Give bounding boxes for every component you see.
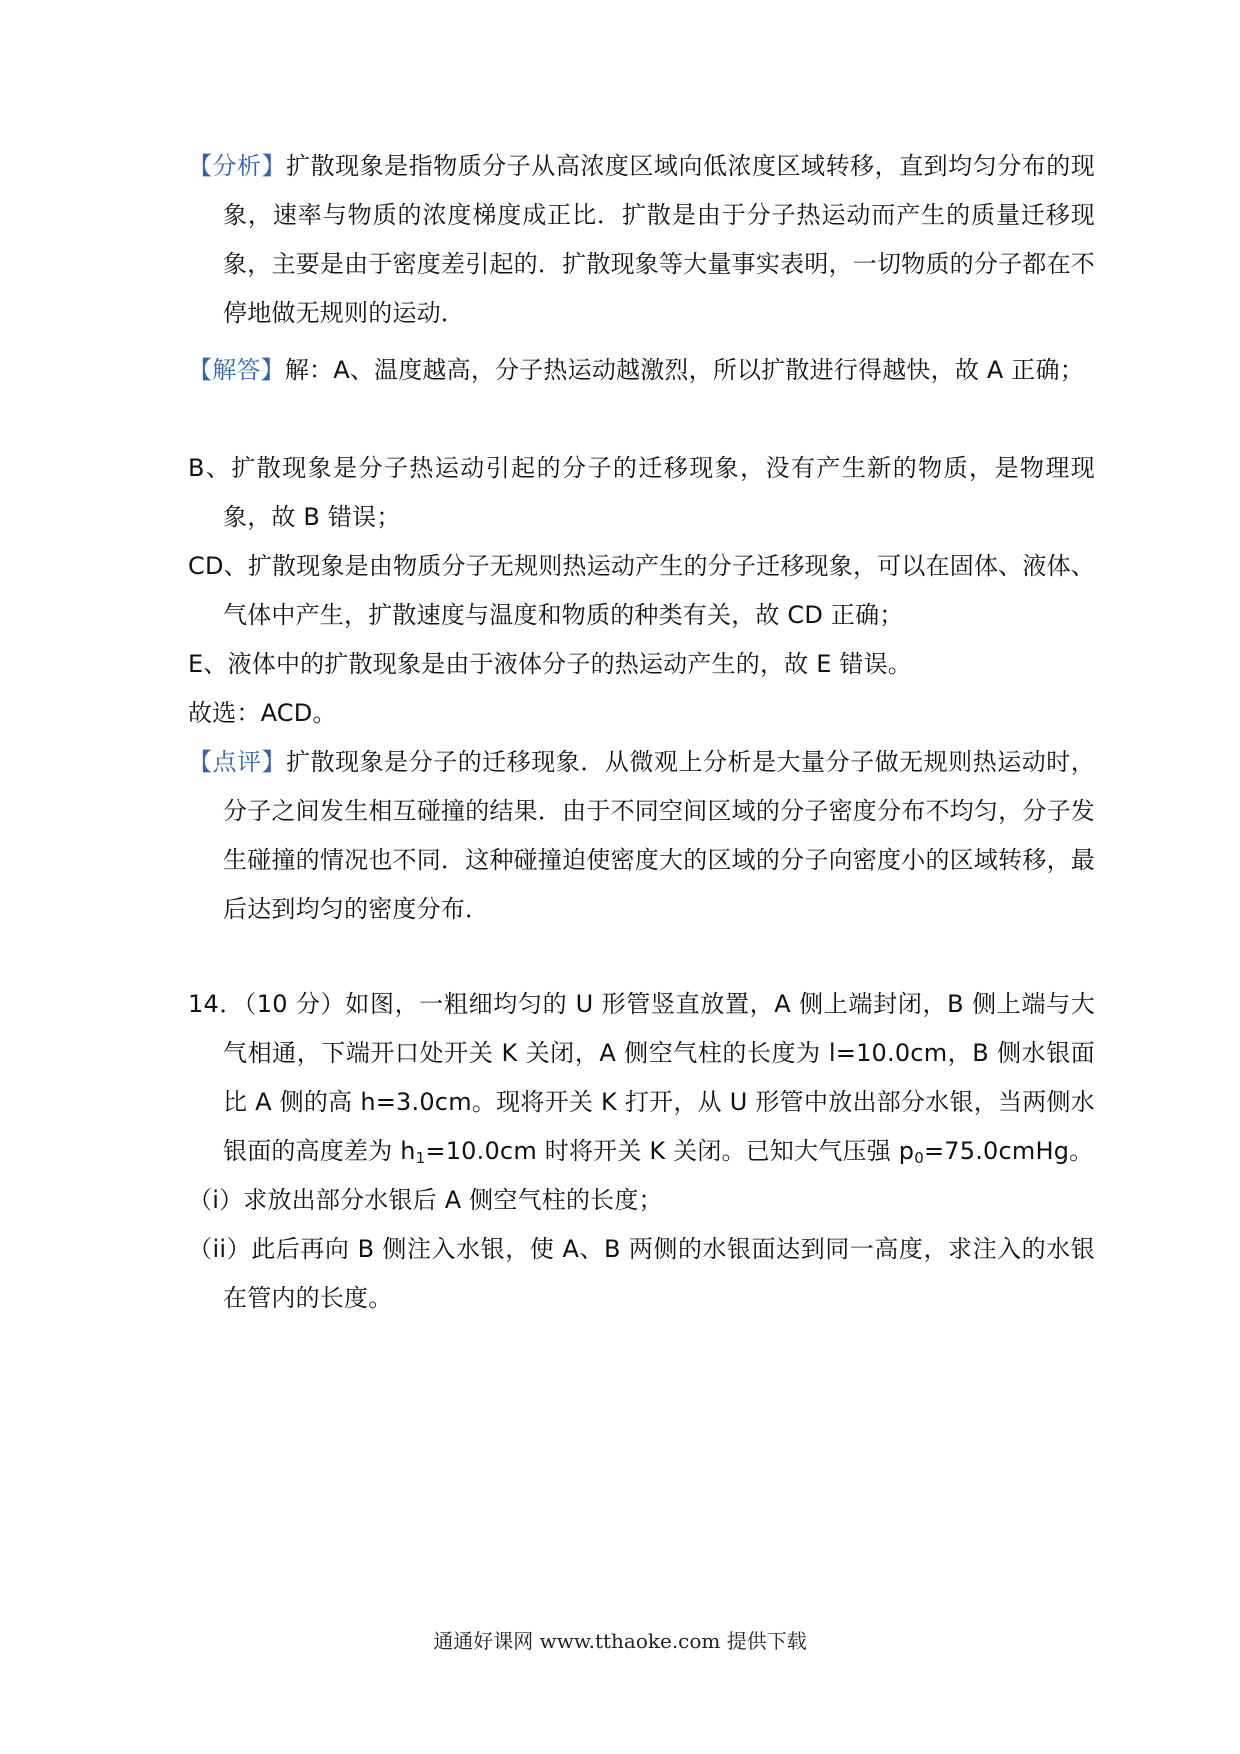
question-14-sub-ii: （ii）此后再向 B 侧注入水银，使 A、B 两侧的水银面达到同一高度，求注入的水银在管内的长度。	[188, 1235, 1095, 1312]
question-14-stem-part1: 14．（10 分）如图，一粗细均匀的 U 形管竖直放置，A 侧上端封闭，B 侧上端与大气相通，下端开口处开关 K 关闭，A 侧空气柱的长度为 l=10.0cm，B 侧水银面比 A 侧的高 h=3.0cm。现将开关 K 打开，从 U 形管中放出部分水银，当两侧水银面的高度差为 h	[188, 990, 1095, 1165]
p-subscript: 0	[914, 1149, 924, 1167]
analysis-text: 扩散现象是指物质分子从高浓度区域向低浓度区域转移，直到均匀分布的现象，速率与物质的浓度梯度成正比．扩散是由于分子热运动而产生的质量迁移现象，主要是由于密度差引起的．扩散现象等大量事实表明，一切物质的分子都在不停地做无规则的运动．	[223, 152, 1095, 327]
question-14-stem-part3: =75.0cmHg。	[923, 1137, 1094, 1165]
question-14-stem-part2: =10.0cm 时将开关 K 关闭。已知大气压强 p	[425, 1137, 915, 1165]
solution-option-b: B、扩散现象是分子热运动引起的分子的迁移现象，没有产生新的物质，是物理现象，故 B 错误；	[188, 454, 1095, 531]
question-14-stem	[188, 980, 1095, 1176]
analysis-tag: 【分析】	[188, 152, 287, 180]
comment-text: 扩散现象是分子的迁移现象．从微观上分析是大量分子做无规则热运动时，分子之间发生相互碰撞的结果．由于不同空间区域的分子密度分布不均匀，分子发生碰撞的情况也不同．这种碰撞迫使密度大的区域的分子向密度小的区域转移，最后达到均匀的密度分布．	[223, 748, 1095, 923]
question-14-sub-i: （i）求放出部分水银后 A 侧空气柱的长度；	[188, 1186, 663, 1214]
solution-text: 解：A、温度越高，分子热运动越激烈，所以扩散进行得越快，故 A 正确；	[284, 356, 1084, 384]
solution-option-cd: CD、扩散现象是由物质分子无规则热运动产生的分子迁移现象，可以在固体、液体、气体中产生，扩散速度与温度和物质的种类有关，故 CD 正确；	[188, 552, 1095, 629]
comment-tag: 【点评】	[188, 748, 287, 776]
solution-paragraph	[188, 346, 1095, 395]
comment-paragraph	[188, 738, 1095, 934]
solution-tag: 【解答】	[188, 356, 285, 384]
solution-option-e: E、液体中的扩散现象是由于液体分子的热运动产生的，故 E 错误。	[188, 650, 912, 678]
solution-answer: 故选：ACD。	[188, 699, 337, 727]
analysis-paragraph	[188, 142, 1095, 338]
page-footer: 通通好课网 www.tthaoke.com 提供下载	[433, 1629, 807, 1653]
h-subscript: 1	[415, 1149, 426, 1167]
